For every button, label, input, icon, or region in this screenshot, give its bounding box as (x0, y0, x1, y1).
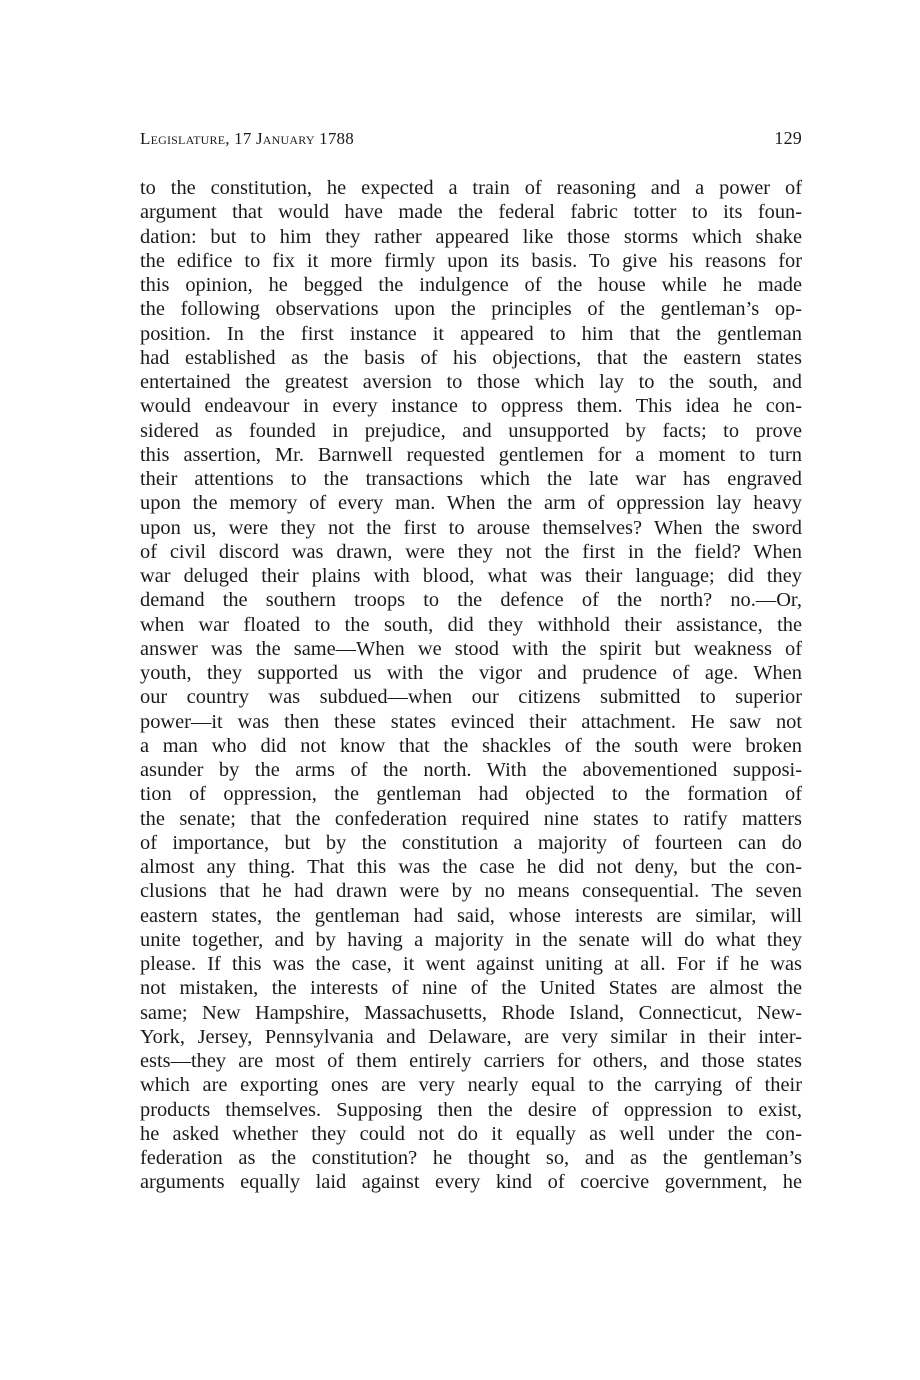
text-line: products themselves. Supposing then the desire of oppression to exist, (140, 1098, 802, 1121)
text-line: this assertion, Mr. Barnwell requested gentlemen for a moment to turn (140, 443, 802, 466)
text-line: the senate; that the confederation required nine states to ratify matters (140, 807, 802, 830)
text-line: when war floated to the south, did they withhold their assistance, the (140, 613, 802, 636)
text-line: same; New Hampshire, Massachusetts, Rhode Island, Connecticut, New- (140, 1001, 802, 1024)
text-line: he asked whether they could not do it equally as well under the con- (140, 1122, 802, 1145)
page-number: 129 (774, 128, 802, 148)
text-line: to the constitution, he expected a train of reasoning and a power of (140, 177, 802, 199)
text-line: youth, they supported us with the vigor and prudence of age. When (140, 662, 802, 684)
text-line: would endeavour in every instance to oppress them. This idea he con- (140, 395, 802, 418)
text-line: our country was subdued—when our citizens submitted to superior (140, 686, 802, 709)
text-line: York, Jersey, Pennsylvania and Delaware, are very similar in their inter- (140, 1025, 802, 1048)
text-line: answer was the same—When we stood with the spirit but weakness of (140, 637, 802, 660)
text-line: clusions that he had drawn were by no means consequential. The seven (140, 880, 802, 903)
text-line: please. If this was the case, it went against uniting at all. For if he was (140, 953, 802, 975)
text-line: unite together, and by having a majority in the senate will do what they (140, 928, 802, 951)
text-line: of civil discord was drawn, were they not the first in the field? When (140, 540, 802, 563)
text-line: upon us, were they not the first to arouse themselves? When the sword (140, 516, 802, 539)
text-line: this opinion, he begged the indulgence of the house while he made (140, 274, 802, 296)
text-line: position. In the first instance it appeared to him that the gentleman (140, 322, 802, 345)
text-line: demand the southern troops to the defence of the north? no.—Or, (140, 589, 802, 612)
text-line: a man who did not know that the shackles of the south were broken (140, 734, 802, 757)
text-line: arguments equally laid against every kind of coercive government, he (140, 1171, 802, 1194)
text-line: had established as the basis of his objections, that the eastern states (140, 346, 802, 369)
text-line: almost any thing. That this was the case he did not deny, but the con- (140, 856, 802, 878)
running-head (140, 128, 802, 156)
text-line: sidered as founded in prejudice, and unsupported by facts; to prove (140, 419, 802, 442)
text-line: power—it was then these states evinced their attachment. He saw not (140, 710, 802, 733)
text-line: which are exporting ones are very nearly equal to the carrying of their (140, 1074, 802, 1097)
text-line: upon the memory of every man. When the arm of oppression lay heavy (140, 492, 802, 515)
document-page (140, 128, 802, 1195)
body-text (140, 176, 802, 1195)
text-line: war deluged their plains with blood, what was their language; did they (140, 565, 802, 587)
text-line: tion of oppression, the gentleman had objected to the formation of (140, 783, 802, 806)
text-line: the following observations upon the principles of the gentleman’s op- (140, 298, 802, 321)
text-line: of importance, but by the constitution a majority of fourteen can do (140, 831, 802, 854)
text-line: the edifice to fix it more firmly upon its basis. To give his reasons for (140, 249, 802, 272)
running-title: Legislature, 17 January 1788 (140, 129, 354, 148)
text-line: eastern states, the gentleman had said, whose interests are similar, will (140, 904, 802, 927)
text-line: entertained the greatest aversion to those which lay to the south, and (140, 371, 802, 393)
text-line: argument that would have made the federal fabric totter to its foun- (140, 201, 802, 224)
text-line: their attentions to the transactions which the late war has engraved (140, 468, 802, 490)
text-line: federation as the constitution? he thought so, and as the gentleman’s (140, 1147, 802, 1169)
text-line: ests—they are most of them entirely carriers for others, and those states (140, 1050, 802, 1072)
text-line: asunder by the arms of the north. With the abovementioned supposi- (140, 759, 802, 781)
text-line: dation: but to him they rather appeared like those storms which shake (140, 225, 802, 248)
text-line: not mistaken, the interests of nine of the United States are almost the (140, 977, 802, 1000)
